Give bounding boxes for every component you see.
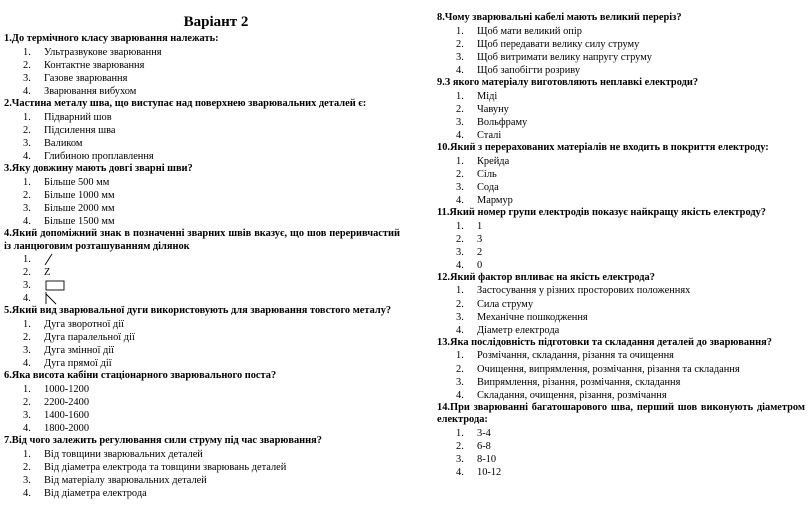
left-column bbox=[4, 0, 400, 500]
answer-option bbox=[437, 453, 805, 466]
option-number: 4. bbox=[456, 129, 464, 141]
answer-option bbox=[437, 233, 805, 246]
option-number: 2. bbox=[456, 233, 464, 245]
option-number: 4. bbox=[23, 423, 31, 435]
option-text: Сталі bbox=[477, 129, 502, 141]
option-number: 1. bbox=[23, 254, 31, 266]
option-text: 6-8 bbox=[477, 441, 491, 453]
question-11: 11.Який номер групи електродів показує найкращу якість електроду? bbox=[437, 206, 766, 218]
answer-option bbox=[4, 344, 400, 357]
answer-option bbox=[437, 181, 805, 194]
answer-option bbox=[437, 349, 805, 362]
right-column bbox=[437, 0, 805, 479]
option-text: Валиком bbox=[44, 137, 83, 149]
option-number: 1. bbox=[23, 46, 31, 58]
option-number: 3. bbox=[456, 51, 464, 63]
answer-list bbox=[437, 25, 805, 77]
option-text: Механічне пошкодження bbox=[477, 311, 588, 323]
option-text: Дуга зворотної дії bbox=[44, 319, 124, 331]
option-number: 1. bbox=[456, 285, 464, 297]
question-4: 4.Який допоміжний знак в позначенні зварних швів вказує, що шов переривчастий із ланцюговим розташуванням ділянок bbox=[4, 227, 400, 252]
answer-option bbox=[437, 389, 805, 402]
option-text: Підварний шов bbox=[44, 111, 112, 123]
option-text: Більше 2000 мм bbox=[44, 202, 115, 214]
answer-option bbox=[437, 168, 805, 181]
answer-list bbox=[437, 220, 805, 272]
answer-option bbox=[4, 85, 400, 98]
option-number: 4. bbox=[23, 488, 31, 500]
option-number: 2. bbox=[23, 59, 31, 71]
answer-option bbox=[437, 25, 805, 38]
question-9: 9.З якого матеріалу виготовляють неплавкі електроди? bbox=[437, 76, 699, 88]
answer-list bbox=[437, 284, 805, 336]
option-number: 2. bbox=[456, 298, 464, 310]
answer-option bbox=[4, 357, 400, 370]
answer-list bbox=[437, 427, 805, 479]
answer-option bbox=[4, 137, 400, 150]
option-number: 4. bbox=[23, 293, 31, 305]
option-text: Від діаметра електрода bbox=[44, 488, 147, 500]
answer-option bbox=[437, 64, 805, 77]
answer-option bbox=[437, 298, 805, 311]
question-12: 12.Який фактор впливає на якість електрода? bbox=[437, 271, 655, 283]
answer-list bbox=[4, 383, 400, 435]
option-number: 4. bbox=[456, 194, 464, 206]
answer-option bbox=[437, 194, 805, 207]
option-text: Чавуну bbox=[477, 103, 509, 115]
option-number: 2. bbox=[456, 38, 464, 50]
option-text: 8-10 bbox=[477, 454, 497, 466]
option-text: Щоб запобігти розриву bbox=[477, 64, 581, 76]
option-number: 2. bbox=[456, 103, 464, 115]
answer-option bbox=[437, 324, 805, 337]
option-text: Застосування у різних просторових положеннях bbox=[477, 285, 691, 297]
answer-list bbox=[4, 448, 400, 500]
option-text: Діаметр електрода bbox=[477, 324, 560, 336]
option-number: 1. bbox=[456, 220, 464, 232]
option-number: 1. bbox=[23, 176, 31, 188]
question-7: 7.Від чого залежить регулювання сили струму під час зварювання? bbox=[4, 435, 322, 447]
option-text: Міді bbox=[477, 90, 498, 102]
option-number: 1. bbox=[456, 90, 464, 102]
option-text: Від діаметра електрода та товщини зварювань деталей bbox=[44, 462, 287, 474]
option-number: 2. bbox=[23, 462, 31, 474]
option-text: Розмічання, складання, різання та очищення bbox=[477, 350, 674, 362]
answer-option bbox=[4, 72, 400, 85]
option-number: 3. bbox=[456, 246, 464, 258]
option-number: 4. bbox=[23, 150, 31, 162]
option-number: 2. bbox=[23, 267, 31, 279]
answer-option bbox=[437, 103, 805, 116]
option-text: Дуга змінної дії bbox=[44, 345, 115, 357]
answer-option bbox=[4, 383, 400, 396]
answer-option bbox=[4, 474, 400, 487]
answer-option bbox=[4, 176, 400, 189]
option-number: 1. bbox=[456, 155, 464, 167]
option-number: 4. bbox=[23, 358, 31, 370]
answer-list bbox=[4, 46, 400, 98]
option-number: 3. bbox=[456, 116, 464, 128]
option-number: 3. bbox=[456, 311, 464, 323]
answer-option bbox=[4, 422, 400, 435]
option-number: 4. bbox=[456, 259, 464, 271]
option-number: 3. bbox=[456, 181, 464, 193]
option-text: Щоб мати великий опір bbox=[477, 25, 582, 37]
option-text: 2 bbox=[477, 246, 483, 258]
option-text: Від матеріалу зварювальних деталей bbox=[44, 475, 207, 487]
answer-option bbox=[4, 266, 400, 279]
option-text: Сила струму bbox=[477, 298, 534, 310]
option-number: 3. bbox=[456, 376, 464, 388]
option-number: 3. bbox=[23, 410, 31, 422]
option-text: 1400-1600 bbox=[44, 410, 90, 422]
answer-option bbox=[4, 448, 400, 461]
option-text: Більше 500 мм bbox=[44, 176, 110, 188]
answer-option bbox=[4, 150, 400, 163]
option-number: 2. bbox=[23, 124, 31, 136]
option-number: 1. bbox=[456, 25, 464, 37]
option-text: 1000-1200 bbox=[44, 384, 90, 396]
option-number: 3. bbox=[23, 345, 31, 357]
answer-option bbox=[4, 279, 400, 292]
option-number: 2. bbox=[23, 332, 31, 344]
option-text: 2200-2400 bbox=[44, 397, 90, 409]
answer-option bbox=[437, 363, 805, 376]
question-3: 3.Яку довжину мають довгі зварні шви? bbox=[4, 162, 193, 174]
option-number: 4. bbox=[456, 324, 464, 336]
answer-list bbox=[437, 349, 805, 401]
answer-option bbox=[4, 111, 400, 124]
option-text: Щоб витримати велику напругу струму bbox=[477, 51, 652, 63]
option-text: Підсилення шва bbox=[44, 124, 116, 136]
page-title: Варіант 2 bbox=[183, 14, 249, 30]
option-text: 3 bbox=[477, 233, 483, 245]
option-number: 1. bbox=[23, 111, 31, 123]
option-text: Більше 1000 мм bbox=[44, 189, 115, 201]
option-number: 4. bbox=[23, 215, 31, 227]
left-questions bbox=[4, 33, 400, 500]
question-8: 8.Чому зварювальні кабелі мають великий переріз? bbox=[437, 12, 682, 23]
option-text: 1800-2000 bbox=[44, 423, 90, 435]
option-number: 4. bbox=[23, 85, 31, 97]
option-text: Зварювання вибухом bbox=[44, 85, 137, 97]
answer-option bbox=[437, 311, 805, 324]
option-number: 3. bbox=[456, 454, 464, 466]
option-text: 0 bbox=[477, 259, 483, 271]
option-text: Глибиною проплавлення bbox=[44, 150, 154, 162]
answer-option bbox=[437, 466, 805, 479]
answer-option bbox=[4, 124, 400, 137]
option-number: 4. bbox=[456, 467, 464, 479]
answer-list bbox=[4, 253, 400, 305]
option-number: 2. bbox=[23, 397, 31, 409]
answer-option bbox=[4, 202, 400, 215]
option-text: Z bbox=[44, 267, 51, 279]
answer-option bbox=[437, 220, 805, 233]
option-text: 3-4 bbox=[477, 428, 491, 439]
answer-option bbox=[437, 116, 805, 129]
option-number: 3. bbox=[23, 202, 31, 214]
option-text: Дуга прямої дії bbox=[44, 358, 112, 370]
answer-option bbox=[4, 189, 400, 202]
option-text: Від товщини зварювальних деталей bbox=[44, 449, 203, 460]
answer-list bbox=[4, 111, 400, 163]
option-text: Більше 1500 мм bbox=[44, 215, 115, 227]
option-text: 1 bbox=[477, 220, 483, 232]
option-text: Дуга паралельної дії bbox=[44, 332, 135, 344]
answer-option bbox=[4, 487, 400, 500]
answer-option bbox=[437, 38, 805, 51]
answer-option bbox=[437, 440, 805, 453]
option-text: Складання, очищення, різання, розмічання bbox=[477, 389, 667, 401]
question-1: 1.До термічного класу зварювання належать: bbox=[4, 33, 219, 44]
option-number: 4. bbox=[456, 64, 464, 76]
option-text: Сіль bbox=[477, 168, 497, 180]
answer-option bbox=[4, 409, 400, 422]
option-number: 1. bbox=[456, 350, 464, 362]
option-number: 2. bbox=[456, 363, 464, 375]
answer-list bbox=[437, 90, 805, 142]
option-text: Крейда bbox=[477, 155, 510, 167]
option-text: 10-12 bbox=[477, 467, 502, 479]
option-number: 3. bbox=[23, 280, 31, 292]
option-number: 3. bbox=[23, 137, 31, 149]
answer-option bbox=[437, 246, 805, 259]
option-text: Мармур bbox=[477, 194, 513, 206]
answer-option bbox=[4, 396, 400, 409]
option-number: 2. bbox=[456, 168, 464, 180]
option-number: 1. bbox=[23, 449, 31, 460]
option-number: 3. bbox=[23, 475, 31, 487]
answer-option bbox=[437, 427, 805, 440]
option-number: 1. bbox=[456, 428, 464, 439]
option-number: 1. bbox=[23, 384, 31, 396]
answer-option bbox=[437, 90, 805, 103]
question-5: 5.Який вид зварювальної дуги використовують для зварювання товстого металу? bbox=[4, 305, 392, 317]
answer-option bbox=[4, 318, 400, 331]
question-10: 10.Який з перерахованих матеріалів не входить в покриття електроду: bbox=[437, 141, 769, 153]
answer-option bbox=[437, 51, 805, 64]
option-number: 3. bbox=[23, 72, 31, 84]
option-number: 2. bbox=[23, 189, 31, 201]
answer-option bbox=[437, 155, 805, 168]
option-text: Ультразвукове зварювання bbox=[44, 46, 162, 58]
question-14: 14.При зварюванні багатошарового шва, перший шов виконують діаметром електрода: bbox=[437, 401, 805, 426]
right-questions bbox=[437, 0, 805, 479]
answer-option bbox=[4, 331, 400, 344]
answer-list bbox=[4, 318, 400, 370]
answer-option bbox=[4, 46, 400, 59]
answer-list bbox=[437, 155, 805, 207]
option-text: Щоб передавати велику силу струму bbox=[477, 38, 640, 50]
question-13: 13.Яка послідовність підготовки та складання деталей до зварювання? bbox=[437, 336, 772, 348]
answer-option bbox=[437, 259, 805, 272]
option-text: Вольфраму bbox=[477, 116, 528, 128]
answer-option bbox=[4, 292, 400, 305]
option-number: 2. bbox=[456, 441, 464, 453]
option-text: Газове зварювання bbox=[44, 72, 128, 84]
answer-list bbox=[4, 176, 400, 228]
option-text: Сода bbox=[477, 181, 499, 193]
option-text: Випрямлення, різання, розмічання, складання bbox=[477, 376, 681, 388]
answer-option bbox=[437, 129, 805, 142]
answer-option bbox=[437, 284, 805, 297]
answer-option bbox=[4, 253, 400, 266]
option-text: Очищення, випрямлення, розмічання, різання та складання bbox=[477, 363, 740, 375]
option-number: 4. bbox=[456, 389, 464, 401]
question-2: 2.Частина металу шва, що виступає над поверхнею зварювальних деталей є: bbox=[4, 97, 367, 109]
option-number: 1. bbox=[23, 319, 31, 331]
question-6: 6.Яка висота кабіни стаціонарного зварювального поста? bbox=[4, 370, 277, 382]
answer-option bbox=[437, 376, 805, 389]
answer-option bbox=[4, 461, 400, 474]
answer-option bbox=[4, 215, 400, 228]
option-text: Контактне зварювання bbox=[44, 59, 145, 71]
answer-option bbox=[4, 59, 400, 72]
